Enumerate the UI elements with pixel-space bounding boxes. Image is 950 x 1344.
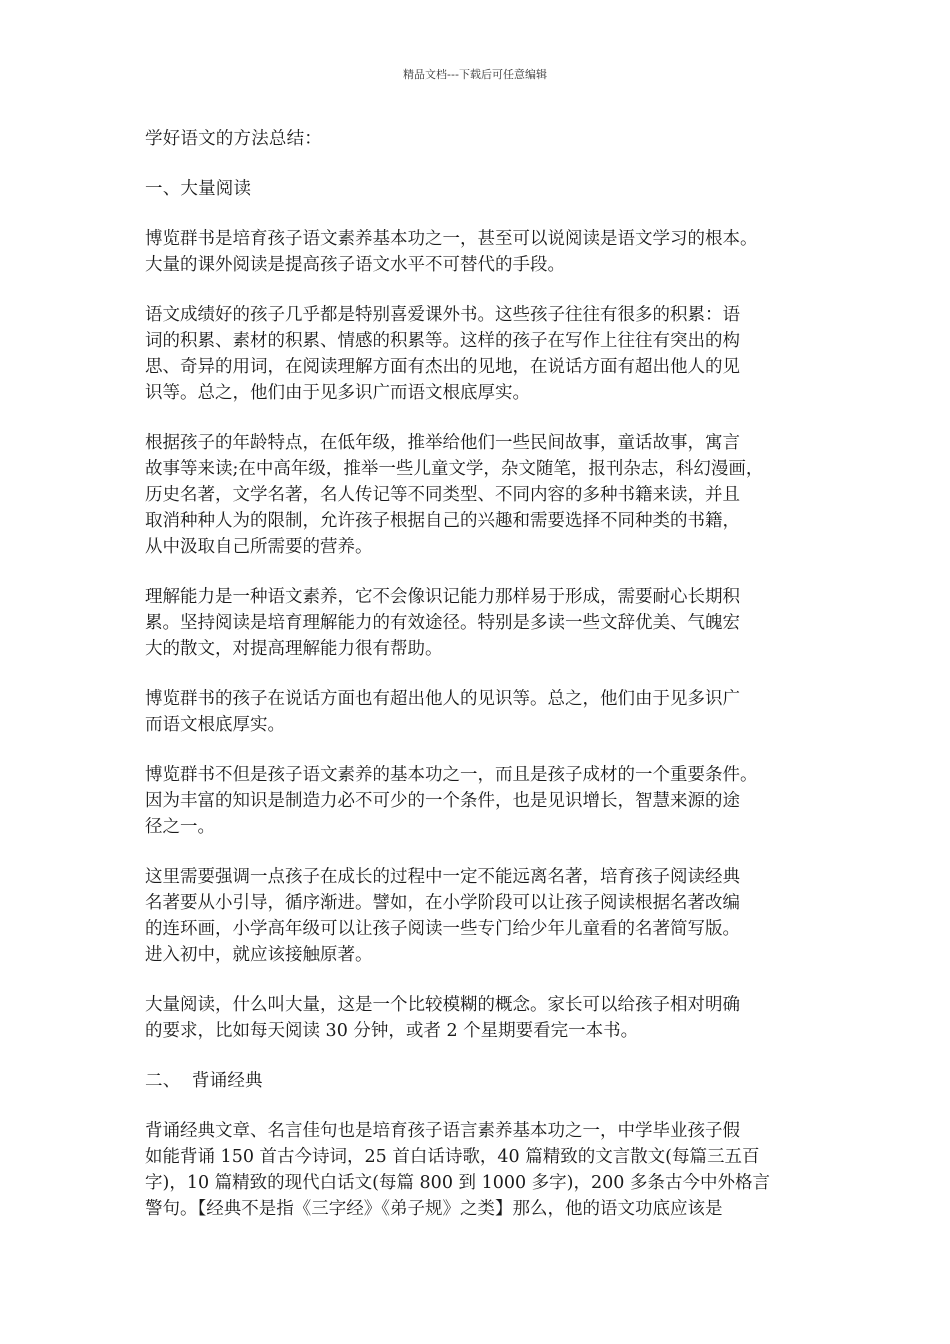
paragraph-line: 博览群书是培育孩子语文素养基本功之一，甚至可以说阅读是语文学习的根本。 [145, 229, 758, 249]
paragraph-line: 词的积累、素材的积累、情感的积累等。这样的孩子在写作上往往有突出的构 [145, 331, 740, 351]
section-heading-text: 一、大量阅读 [145, 179, 252, 199]
paragraph-line: 背诵经典文章、名言佳句也是培育孩子语言素养基本功之一，中学毕业孩子假 [145, 1121, 740, 1141]
paragraph [145, 992, 815, 1044]
paragraph-line: 取消种种人为的限制，允许孩子根据自己的兴趣和需要选择不同种类的书籍， [145, 511, 740, 531]
paragraph-line: 径之一。 [145, 817, 215, 837]
paragraph [145, 864, 815, 968]
page-header: 精品文档---下载后可任意编辑 [403, 68, 547, 81]
paragraph [145, 686, 815, 738]
paragraph-line: 历史名著，文学名著，名人传记等不同类型、不同内容的多种书籍来读，并且 [145, 485, 740, 505]
paragraph-line: 语文成绩好的孩子几乎都是特别喜爱课外书。这些孩子往往有很多的积累：语 [145, 305, 740, 325]
paragraph-line: 进入初中，就应该接触原著。 [145, 945, 373, 965]
paragraph-line: 博览群书不但是孩子语文素养的基本功之一，而且是孩子成材的一个重要条件。 [145, 765, 758, 785]
document-body [145, 126, 815, 1246]
paragraph-line: 大量的课外阅读是提高孩子语文水平不可替代的手段。 [145, 255, 565, 275]
paragraph-line: 这里需要强调一点孩子在成长的过程中一定不能远离名著，培育孩子阅读经典 [145, 867, 740, 887]
paragraph-line: 大的散文，对提高理解能力很有帮助。 [145, 639, 443, 659]
paragraph-line: 警句。【经典不是指《三字经》《弟子规》之类】那么，他的语文功底应该是 [145, 1199, 723, 1219]
paragraph [145, 762, 815, 840]
paragraph [145, 584, 815, 662]
paragraph-line: 博览群书的孩子在说话方面也有超出他人的见识等。总之，他们由于见多识广 [145, 689, 740, 709]
section-heading-1 [145, 176, 815, 202]
paragraph [145, 1118, 815, 1222]
paragraph-line: 因为丰富的知识是制造力必不可少的一个条件，也是见识增长，智慧来源的途 [145, 791, 740, 811]
paragraph-line: 从中汲取自己所需要的营养。 [145, 537, 373, 557]
paragraph-line: 累。坚持阅读是培育理解能力的有效途径。特别是多读一些文辞优美、气魄宏 [145, 613, 740, 633]
paragraph [145, 226, 815, 278]
paragraph-line: 根据孩子的年龄特点，在低年级，推举给他们一些民间故事，童话故事，寓言 [145, 433, 740, 453]
section-heading-text: 二、 背诵经典 [145, 1071, 263, 1091]
paragraph-line: 名著要从小引导，循序渐进。譬如，在小学阶段可以让孩子阅读根据名著改编 [145, 893, 740, 913]
paragraph-line: 的要求，比如每天阅读 30 分钟，或者 2 个星期要看完一本书。 [145, 1021, 639, 1041]
document-title [145, 126, 815, 152]
paragraph-line: 字)，10 篇精致的现代白话文(每篇 800 到 1000 多字)，200 多条古今中外格言 [145, 1173, 770, 1193]
paragraph-line: 而语文根底厚实。 [145, 715, 285, 735]
title-text: 学好语文的方法总结： [145, 129, 322, 149]
paragraph [145, 430, 815, 560]
paragraph-line: 理解能力是一种语文素养，它不会像识记能力那样易于形成，需要耐心长期积 [145, 587, 740, 607]
paragraph [145, 302, 815, 406]
paragraph-line: 大量阅读，什么叫大量，这是一个比较模糊的概念。家长可以给孩子相对明确 [145, 995, 740, 1015]
section-heading-2 [145, 1068, 815, 1094]
paragraph-line: 如能背诵 150 首古今诗词，25 首白话诗歌，40 篇精致的文言散文(每篇三五百 [145, 1147, 760, 1167]
paragraph-line: 识等。总之，他们由于见多识广而语文根底厚实。 [145, 383, 530, 403]
paragraph-line: 的连环画，小学高年级可以让孩子阅读一些专门给少年儿童看的名著简写版。 [145, 919, 740, 939]
paragraph-line: 思、奇异的用词，在阅读理解方面有杰出的见地，在说话方面有超出他人的见 [145, 357, 740, 377]
paragraph-line: 故事等来读;在中高年级，推举一些儿童文学，杂文随笔，报刊杂志，科幻漫画， [145, 459, 764, 479]
